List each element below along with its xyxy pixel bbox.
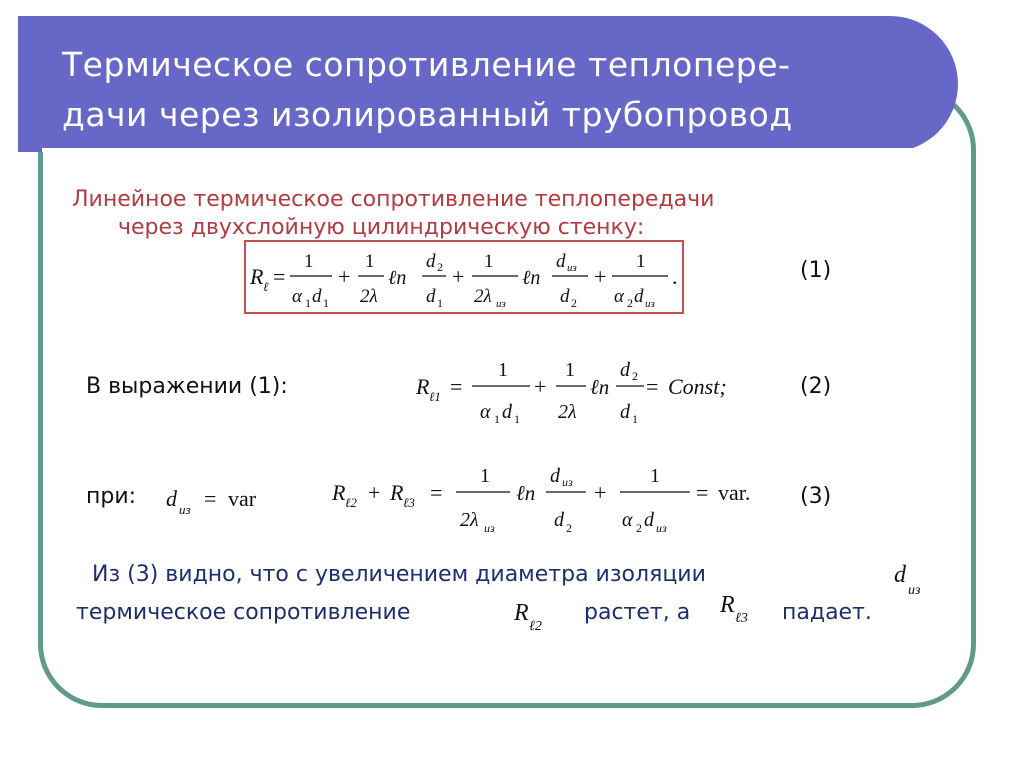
svg-text:1: 1 <box>365 251 375 272</box>
svg-text:1: 1 <box>636 251 646 272</box>
svg-text:d: d <box>166 486 177 511</box>
svg-text:2: 2 <box>437 260 443 274</box>
equation-3-label: при: <box>86 484 137 509</box>
heading-line-1: Линейное термическое сопротивление теплопередачи <box>72 187 715 212</box>
svg-text:R: R <box>332 480 346 505</box>
svg-text:d: d <box>550 465 560 487</box>
svg-text:Const;: Const; <box>668 374 727 399</box>
svg-text:2λ: 2λ <box>460 509 479 531</box>
svg-text:=: = <box>204 486 217 511</box>
svg-text:1: 1 <box>480 465 490 487</box>
svg-text:=: = <box>646 374 659 399</box>
svg-text:ℓn: ℓn <box>590 375 610 399</box>
svg-text:R: R <box>416 374 430 399</box>
svg-text:R: R <box>390 480 404 505</box>
svg-text:из: из <box>496 298 506 310</box>
svg-text:d: d <box>502 401 512 423</box>
svg-text:2: 2 <box>566 521 572 535</box>
conclusion-d-iz <box>890 554 950 604</box>
svg-text:+: + <box>534 374 547 399</box>
svg-text:d: d <box>554 509 564 531</box>
svg-text:2: 2 <box>632 369 638 383</box>
svg-text:ℓ3: ℓ3 <box>403 495 415 510</box>
conclusion-line-2a: термическое сопротивление <box>76 600 411 625</box>
title-underline <box>42 148 922 152</box>
svg-text:α: α <box>292 286 302 307</box>
formula-3 <box>330 456 780 546</box>
svg-text:d: d <box>556 251 566 272</box>
svg-text:d: d <box>426 251 436 272</box>
svg-text:ℓ: ℓ <box>263 279 269 294</box>
svg-text:из: из <box>179 502 191 517</box>
svg-text:d: d <box>426 286 436 307</box>
equation-number-2: (2) <box>800 374 832 399</box>
svg-text:1: 1 <box>565 359 575 381</box>
svg-text:1: 1 <box>304 251 314 272</box>
svg-text:ℓ2: ℓ2 <box>529 619 542 634</box>
slide-title: Термическое сопротивление теплопере- дачи через изолированный трубопровод <box>62 45 793 134</box>
svg-text:+: + <box>594 264 607 289</box>
svg-text:d: d <box>620 401 630 423</box>
svg-text:1: 1 <box>323 296 329 310</box>
svg-text:R: R <box>720 592 735 618</box>
svg-text:1: 1 <box>632 412 638 426</box>
svg-text:α: α <box>480 401 491 423</box>
conclusion-line-1: Из (3) видно, что с увеличением диаметра изоляции <box>92 562 706 587</box>
svg-text:d: d <box>894 562 906 588</box>
equation-number-3: (3) <box>800 484 832 509</box>
svg-text:d: d <box>644 509 654 531</box>
svg-text:2: 2 <box>636 521 642 535</box>
svg-text:=: = <box>273 264 286 289</box>
svg-text:R: R <box>250 264 264 289</box>
svg-text:2λ: 2λ <box>360 286 378 307</box>
svg-text:2: 2 <box>571 296 577 310</box>
svg-text:.: . <box>672 264 678 289</box>
equation-2-label: В выражении (1): <box>86 374 288 399</box>
svg-text:1: 1 <box>484 251 494 272</box>
svg-text:α: α <box>614 286 624 307</box>
conclusion-R-l2 <box>510 590 580 640</box>
svg-text:+: + <box>452 264 465 289</box>
svg-text:d: d <box>560 286 570 307</box>
svg-text:α: α <box>622 509 633 531</box>
svg-text:var.: var. <box>718 480 751 505</box>
svg-text:ℓn: ℓn <box>522 267 541 289</box>
svg-text:1: 1 <box>498 359 508 381</box>
svg-text:1: 1 <box>305 296 311 310</box>
svg-text:=: = <box>696 480 709 505</box>
svg-text:из: из <box>484 521 495 535</box>
svg-text:1: 1 <box>437 296 443 310</box>
svg-text:ℓ3: ℓ3 <box>735 611 748 626</box>
svg-text:1: 1 <box>514 412 520 426</box>
svg-text:1: 1 <box>494 412 500 426</box>
svg-text:ℓn: ℓn <box>516 481 536 505</box>
svg-text:+: + <box>594 480 607 505</box>
svg-text:+: + <box>338 264 351 289</box>
heading-line-2: через двухслойную цилиндрическую стенку: <box>118 215 645 240</box>
formula-2 <box>410 350 790 434</box>
svg-text:2λ: 2λ <box>558 401 577 423</box>
svg-text:из: из <box>656 521 667 535</box>
conclusion-line-2b: растет, а <box>584 600 691 625</box>
conclusion-R-l3 <box>716 582 786 632</box>
svg-text:+: + <box>368 480 381 505</box>
svg-text:d: d <box>634 286 644 307</box>
svg-text:R: R <box>514 600 529 626</box>
svg-text:2λ: 2λ <box>474 286 492 307</box>
svg-text:ℓ1: ℓ1 <box>429 389 441 404</box>
svg-text:из: из <box>908 583 921 598</box>
svg-text:d: d <box>312 286 322 307</box>
svg-text:2: 2 <box>627 296 633 310</box>
conclusion-line-2c: падает. <box>782 600 872 625</box>
svg-text:ℓn: ℓn <box>388 267 407 289</box>
svg-text:из: из <box>567 262 577 274</box>
svg-text:из: из <box>645 298 655 310</box>
formula-1 <box>244 240 684 314</box>
svg-text:ℓ2: ℓ2 <box>345 495 357 510</box>
title-bar <box>18 16 958 152</box>
svg-text:var: var <box>228 486 257 511</box>
condition-d-iz-var <box>162 476 292 526</box>
svg-text:из: из <box>562 475 573 489</box>
svg-text:d: d <box>620 359 630 381</box>
svg-text:=: = <box>430 480 443 505</box>
equation-number-1: (1) <box>800 258 832 283</box>
svg-text:1: 1 <box>650 465 660 487</box>
svg-text:=: = <box>450 374 463 399</box>
